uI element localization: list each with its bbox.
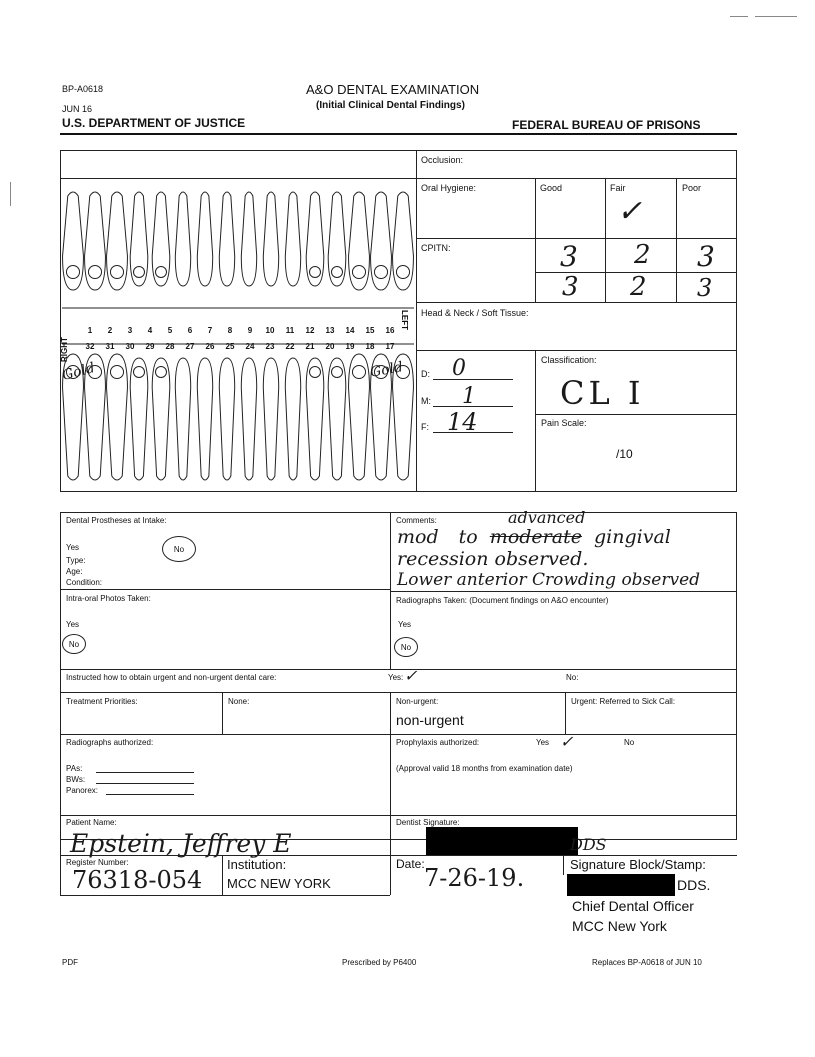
hygiene-poor[interactable]: Poor [682,183,702,193]
form-number: BP-A0618 [62,84,104,94]
tooth-outline [241,358,256,480]
tooth-outline [85,192,106,290]
tooth-occlusal-surface [156,367,167,378]
tooth-outline [175,358,190,480]
prosthesis-label: Dental Prostheses at Intake: [66,516,167,525]
tooth-occlusal-surface [332,267,343,278]
side-right-label: RIGHT [60,337,69,362]
tooth-number: 26 [205,342,215,351]
cpitn-label: CPITN: [421,243,451,253]
prophylaxis-label: Prophylaxis authorized: [396,738,480,747]
comment-struck: moderate [489,526,582,548]
upper-tooth-numbers [80,326,400,338]
stamp-place: MCC New York [572,918,667,934]
institution-label: Institution: [227,857,287,872]
photos-label: Intra-oral Photos Taken: [66,594,151,603]
photos-no-circled[interactable] [62,634,86,654]
tooth-outline [371,192,392,290]
d-value: 0 [452,356,466,381]
classification-label: Classification: [541,355,597,365]
prophylaxis-approval: (Approval valid 18 months from examination date) [396,764,573,773]
tooth-outline [306,192,324,286]
tooth-number: 8 [227,326,233,335]
oral-hygiene-label: Oral Hygiene: [421,183,477,193]
lower-tooth-numbers [80,342,400,354]
tooth-number: 28 [165,342,175,351]
tooth-number: 23 [265,342,275,351]
tooth-number: 1 [87,326,93,335]
f-value: 14 [447,408,478,436]
hygiene-good[interactable]: Good [540,183,563,193]
tooth-outline [328,358,346,480]
tooth-occlusal-surface [88,265,101,278]
tooth-number: 16 [385,326,395,335]
tooth-outline [285,358,300,480]
prosthesis-age: Age: [66,567,83,576]
upper-teeth [63,192,414,290]
instructed-label: Instructed how to obtain urgent and non-urgent dental care: [66,673,277,682]
stamp-redaction [567,874,675,896]
dentist-signature-label: Dentist Signature: [396,818,460,827]
prophylaxis-yes[interactable]: Yes [536,738,550,747]
tooth-number: 15 [365,326,375,335]
form-date: JUN 16 [62,104,93,114]
f-label: F: [421,422,429,432]
cpitn-r1-c1: 3 [560,240,578,273]
head-neck-label: Head & Neck / Soft Tissue: [421,308,529,318]
lower-teeth [63,354,414,480]
priority-non-urgent-value: non-urgent [396,712,464,728]
tooth-number: 18 [365,342,375,351]
tooth-outline [393,192,414,290]
comment-line-2: recession observed. [397,548,589,570]
tooth-number: 3 [127,326,133,335]
stamp-title: Chief Dental Officer [572,898,694,914]
tooth-occlusal-surface [66,265,79,278]
header-rule [60,133,737,135]
tooth-number: 12 [305,326,315,335]
prosthesis-condition: Condition: [66,578,103,587]
tooth-number: 30 [125,342,135,351]
m-label: M: [421,396,431,406]
stamp-dds: DDS. [677,877,711,893]
cpitn-r2-c3: 3 [697,274,713,302]
tooth-number: 17 [385,342,395,351]
tooth-outline [219,192,234,286]
pas-field[interactable] [96,772,194,773]
bws-label: BWs: [66,775,86,784]
tooth-number: 21 [305,342,315,351]
tooth-occlusal-surface [310,367,321,378]
comment-line-3: Lower anterior Crowding observed [397,570,701,590]
bureau: FEDERAL BUREAU OF PRISONS [512,118,701,132]
tooth-occlusal-surface [352,365,365,378]
hygiene-check-mark: ✓ [617,194,643,229]
m-value: 1 [462,384,476,409]
prosthesis-no-circled[interactable] [162,536,196,562]
date-label: Date: [396,857,425,871]
tooth-outline [107,192,128,290]
tooth-occlusal-surface [396,265,409,278]
tooth-outline [349,192,370,290]
tooth-occlusal-surface [310,267,321,278]
tooth-occlusal-surface [156,267,167,278]
tooth-occlusal-surface [110,265,123,278]
bws-field[interactable] [96,783,194,784]
institution-value: MCC NEW YORK [227,876,331,891]
tooth-number: 13 [325,326,335,335]
tooth-occlusal-surface [134,367,145,378]
hygiene-fair[interactable]: Fair [610,183,626,193]
tooth-outline [219,358,234,480]
prophylaxis-no[interactable]: No [624,738,635,747]
gold-note-right: Gold [60,359,97,385]
tooth-number: 2 [107,326,113,335]
tooth-outline [197,358,212,480]
instructed-yes[interactable]: Yes: [388,673,404,682]
photos-no: No [68,639,80,649]
exam-date: 7-26-19. [424,864,525,892]
tooth-number: 5 [167,326,173,335]
photos-yes[interactable]: Yes [66,620,80,629]
cpitn-r1-c2: 2 [634,240,651,270]
cpitn-r2-c1: 3 [562,272,579,302]
pain-scale-label: Pain Scale: [541,418,587,428]
tooth-number: 9 [247,326,253,335]
form-subtitle: (Initial Clinical Dental Findings) [316,100,465,111]
prosthesis-type: Type: [66,556,86,565]
footer-left: PDF [62,958,78,967]
tooth-outline [63,192,84,290]
tooth-number: 19 [345,342,355,351]
footer-center: Prescribed by P6400 [342,958,417,967]
tooth-outline [306,358,324,480]
tooth-number: 32 [85,342,95,351]
radiographs-authorized-label: Radiographs authorized: [66,738,154,747]
d-label: D: [421,369,430,379]
tooth-number: 31 [105,342,115,351]
tooth-number: 7 [207,326,213,335]
tooth-occlusal-surface [374,265,387,278]
tooth-number: 14 [345,326,355,335]
tooth-outline [130,192,148,286]
radiographs-taken-no-circled[interactable] [394,637,418,657]
tooth-chart [62,188,414,488]
register-number-label: Register Number: [66,858,129,867]
radiographs-taken-yes[interactable]: Yes [398,620,412,629]
tooth-outline [263,358,278,480]
priority-urgent[interactable]: Urgent: Referred to Sick Call: [571,697,676,706]
signature-block-label: Signature Block/Stamp: [570,857,706,872]
tooth-outline [285,192,300,286]
comment-line-1 [397,526,671,548]
radiographs-taken-no: No [400,642,412,652]
tooth-outline [328,192,346,286]
patient-name: Epstein, Jeffrey E [70,829,292,858]
footer-right: Replaces BP-A0618 of JUN 10 [592,958,702,967]
tooth-number: 11 [285,326,295,335]
tooth-outline [175,192,190,286]
tooth-number: 27 [185,342,195,351]
comment-mod: mod [397,526,439,548]
tooth-occlusal-surface [134,267,145,278]
radiographs-taken-label: Radiographs Taken: (Document findings on A&O encounter) [396,596,609,605]
tooth-occlusal-surface [332,367,343,378]
occlusion-label: Occlusion: [421,155,464,165]
comments-label: Comments: [396,516,437,525]
dentist-dds: DDS [570,835,607,854]
treatment-priorities-label: Treatment Priorities: [66,697,138,706]
register-number: 76318-054 [72,866,203,894]
side-left-label: LEFT [400,310,409,330]
comment-insert: advanced [508,508,586,527]
tooth-outline [107,354,128,480]
instructed-no[interactable]: No: [566,673,579,682]
tooth-occlusal-surface [110,365,123,378]
patient-name-label: Patient Name: [66,818,117,827]
tooth-occlusal-surface [352,265,365,278]
comment-gingival: gingival [594,526,671,548]
priority-non-urgent-label[interactable]: Non-urgent: [396,697,439,706]
tooth-number: 20 [325,342,335,351]
cpitn-r2-c2: 2 [630,272,647,302]
tooth-number: 29 [145,342,155,351]
tooth-outline [152,358,170,480]
classification-value: CL I [560,374,645,412]
panorex-label: Panorex: [66,786,99,795]
form-title: A&O DENTAL EXAMINATION [306,82,480,97]
signature-redaction [426,827,578,855]
prosthesis-yes[interactable]: Yes [66,543,80,552]
tooth-number: 10 [265,326,275,335]
tooth-number: 25 [225,342,235,351]
prophylaxis-yes-check: ✓ [560,732,574,751]
tooth-number: 24 [245,342,255,351]
tooth-outline [130,358,148,480]
priority-none[interactable]: None: [228,697,250,706]
instructed-yes-check: ✓ [404,666,418,685]
prosthesis-no: No [173,544,185,554]
tooth-outline [197,192,212,286]
tooth-number: 6 [187,326,193,335]
tooth-outline [152,192,170,286]
tooth-number: 4 [147,326,153,335]
pas-label: PAs: [66,764,83,773]
pain-scale-value: /10 [616,447,633,461]
gold-note-left: Gold [368,359,405,381]
cpitn-r1-c3: 3 [697,240,715,273]
tooth-outline [263,192,278,286]
tooth-outline [241,192,256,286]
tooth-number: 22 [285,342,295,351]
tooth-outline [349,354,370,480]
comment-to: to [458,526,478,548]
department: U.S. DEPARTMENT OF JUSTICE [62,116,246,130]
panorex-field[interactable] [106,794,194,795]
